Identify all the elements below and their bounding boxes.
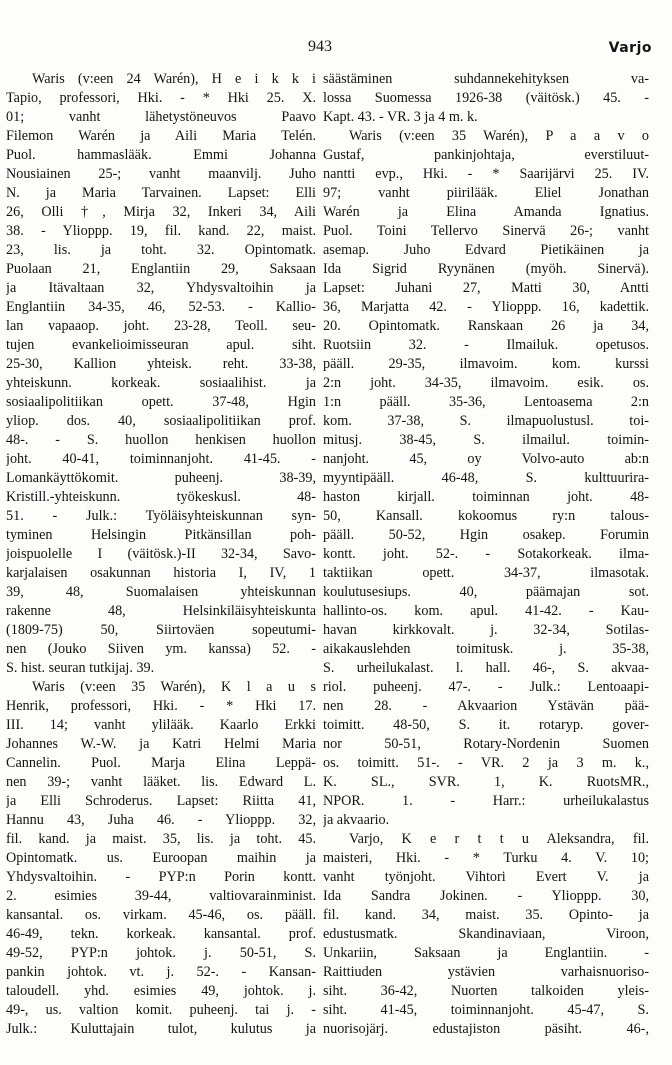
running-head: Varjo (608, 40, 652, 56)
text-line: Ida Sandra Jokinen. - Ylioppp. 30, (323, 888, 649, 904)
text-line: pääll. 50-52, Hgin osakep. Forumin (323, 527, 649, 543)
text-line: 36, Marjatta 42. - Ylioppp. 16, kadettik. (323, 299, 649, 315)
text-line: kansantal. os. virkam. 45-46, os. pääll. (6, 907, 316, 923)
text-line: vanht työnjoht. Vihtori Evert V. ja (323, 869, 649, 885)
text-line: edustusmatk. Skandinaviaan, Viroon, (323, 926, 649, 942)
text-line: Varjo, K e r t t u Aleksandra, fil. (349, 831, 649, 847)
text-line: pääll. 29-35, ilmavoim. kom. kurssi (323, 356, 649, 372)
text-line: nor 50-51, Rotary-Nordenin Suomen (323, 736, 649, 752)
text-line: Puol. hammaslääk. Emmi Johanna (6, 147, 316, 163)
text-line: Kapt. 43. - VR. 3 ja 4 m. k. (323, 109, 478, 125)
text-line: Gustaf, pankinjohtaja, everstiluut- (323, 147, 649, 163)
text-line: Ruotsiin 32. - Ilmailuk. opetusos. (323, 337, 649, 353)
text-line: yliop. dos. 40, sosiaalipolitiikan prof. (6, 413, 316, 429)
text-line: (1809-75) 50, Siirtoväen sopeutumi- (6, 622, 316, 638)
text-line: taloudell. yhd. esimies 49, johtok. j. (6, 983, 316, 999)
text-line: joispuolelle I (väitösk.)-II 32-34, Savo- (6, 546, 316, 562)
text-line: Filemon Warén ja Aili Maria Telén. (6, 128, 316, 144)
text-line: tyminen Helsingin Pitkänsillan poh- (6, 527, 316, 543)
text-line: fil. kand. ja maist. 35, lis. ja toht. 45. (6, 831, 316, 847)
text-line: 25-30, Kallion yhteisk. reht. 33-38, (6, 356, 316, 372)
text-line: myyntipääll. 46-48, S. kulttuurira- (323, 470, 649, 486)
text-line: nantti evp., Hki. - * Saarijärvi 25. IV. (323, 166, 649, 182)
text-line: ja Elli Schroderus. Lapset: Riitta 41, (6, 793, 316, 809)
text-line: 46-49, tekn. korkeak. kansantal. prof. (6, 926, 316, 942)
text-line: Johannes W.-W. ja Katri Helmi Maria (6, 736, 316, 752)
text-line: siht. 41-45, toiminnanjoht. 45-47, S. (323, 1002, 649, 1018)
text-line: os. toimitt. 51-. - VR. 2 ja 3 m. k., (323, 755, 649, 771)
text-line: säästäminen suhdannekehityksen va- (323, 71, 649, 87)
text-line: lan vapaaop. joht. 23-28, Teoll. seu- (6, 318, 316, 334)
text-line: 51. - Julk.: Työläisyhteiskunnan syn- (6, 508, 316, 524)
text-line: Cannelin. Puol. Marja Elina Leppä- (6, 755, 316, 771)
text-line: 26, Olli †, Mirja 32, Inkeri 34, Aili (6, 204, 316, 220)
text-line: nen (Jouko Siiven ym. kanssa) 52. - (6, 641, 316, 657)
text-line: maisteri, Hki. - * Turku 4. V. 10; (323, 850, 649, 866)
text-line: lossa Suomessa 1926-38 (väitösk.) 45. - (323, 90, 649, 106)
text-line: Puolaan 21, Englantiin 29, Saksaan (6, 261, 316, 277)
text-line: riol. puheenj. 47-. - Julk.: Lentoaapi- (323, 679, 649, 695)
text-line: asemap. Juho Edvard Pietikäinen ja (323, 242, 649, 258)
text-line: 20. Opintomatk. Ranskaan 26 ja 34, (323, 318, 649, 334)
text-line: 49-52, PYP:n johtok. j. 50-51, S. (6, 945, 316, 961)
text-line: Kristill.-yhteiskunn. työkeskusl. 48- (6, 489, 316, 505)
text-line: joht. 40-41, toiminnanjoht. 41-45. - (6, 451, 316, 467)
text-line: Puol. Toini Tellervo Sinervä 26-; vanht (323, 223, 649, 239)
text-line: sosiaalipolitiikan opett. 37-48, Hgin (6, 394, 316, 410)
text-line: tujen evankelioimisseuran apul. siht. (6, 337, 316, 353)
text-line: fil. kand. 34, maist. 35. Opinto- ja (323, 907, 649, 923)
page-number: 943 (308, 38, 332, 55)
text-line: 23, lis. ja toht. 32. Opintomatk. (6, 242, 316, 258)
text-line: Ida Sigrid Ryynänen (myöh. Sinervä). (323, 261, 649, 277)
text-line: nanjoht. 45, oy Volvo-auto ab:n (323, 451, 649, 467)
text-line: 49-, us. valtion komit. puheenj. tai j. - (6, 1002, 316, 1018)
text-line: kontt. joht. 52-. - Sotakorkeak. ilma- (323, 546, 649, 562)
text-line: Julk.: Kuluttajain tulot, kulutus ja (6, 1021, 316, 1037)
text-line: Raittiuden ystävien varhaisnuoriso- (323, 964, 649, 980)
text-line: Hannu 43, Juha 46. - Ylioppp. 32, (6, 812, 316, 828)
text-line: pankin johtok. vt. j. 52-. - Kansan- (6, 964, 316, 980)
text-line: III. 14; vanht ylilääk. Kaarlo Erkki (6, 717, 316, 733)
text-line: nuorisojärj. edustajiston päsiht. 46-, (323, 1021, 649, 1037)
text-line: kom. 37-38, S. ilmapuolustusl. toi- (323, 413, 649, 429)
text-line: toimitt. 48-50, S. it. rotaryp. gover- (323, 717, 649, 733)
text-line: 38. - Ylioppp. 19, fil. kand. 22, maist. (6, 223, 316, 239)
text-line: taktiikan opett. 34-37, ilmasotak. (323, 565, 649, 581)
text-line: Henrik, professori, Hki. - * Hki 17. (6, 698, 316, 714)
text-line: Waris (v:een 35 Warén), K l a u s (32, 679, 316, 695)
text-line: 1:n pääll. 35-36, Lentoasema 2:n (323, 394, 649, 410)
text-line: hallinto-os. kom. apul. 41-42. - Kau- (323, 603, 649, 619)
text-line: haston kirjall. toiminnan joht. 48- (323, 489, 649, 505)
text-line: 2. esimies 39-44, valtiovarainminist. (6, 888, 316, 904)
text-line: ja Itävaltaan 32, Yhdysvaltoihin ja (6, 280, 316, 296)
text-line: Lomankäyttökomit. puheenj. 38-39, (6, 470, 316, 486)
text-line: Opintomatk. us. Euroopan maihin ja (6, 850, 316, 866)
text-line: yhteiskunn. korkeak. sosiaalihist. ja (6, 375, 316, 391)
text-line: 01; vanht lähetystöneuvos Paavo (6, 109, 316, 125)
text-line: havan kirkkovalt. j. 32-34, Sotilas- (323, 622, 649, 638)
text-line: Nousiainen 25-; vanht maanvilj. Juho (6, 166, 316, 182)
text-line: S. hist. seuran tutkijaj. 39. (6, 660, 155, 676)
text-line: 97; vanht piirilääk. Eliel Jonathan (323, 185, 649, 201)
text-line: Waris (v:een 35 Warén), P a a v o (349, 128, 649, 144)
right-column (323, 70, 649, 1039)
text-line: mitusj. 38-45, S. ilmailul. toimin- (323, 432, 649, 448)
text-line: K. SL., SVR. 1, K. RuotsMR., (323, 774, 649, 790)
text-line: 2:n joht. 34-35, ilmavoim. esik. os. (323, 375, 649, 391)
text-line: NPOR. 1. - Harr.: urheilukalastus (323, 793, 649, 809)
text-line: Englantiin 34-35, 46, 52-53. - Kallio- (6, 299, 316, 315)
text-line: karjalaisen osakunnan historia I, IV, 1 (6, 565, 316, 581)
text-line: rakenne 48, Helsinkiläisyhteiskunta (6, 603, 316, 619)
text-line: N. ja Maria Tarvainen. Lapset: Elli (6, 185, 316, 201)
text-line: Unkariin, Saksaan ja Englantiin. - (323, 945, 649, 961)
text-line: aikakauslehden toimitusk. j. 35-38, (323, 641, 649, 657)
text-line: 48-. - S. huollon henkisen huollon (6, 432, 316, 448)
text-line: Yhdysvaltoihin. - PYP:n Porin kontt. (6, 869, 316, 885)
text-line: 50, Kansall. kokoomus ry:n talous- (323, 508, 649, 524)
text-line: koulutusesiups. 40, päämajan sot. (323, 584, 649, 600)
left-column (6, 70, 316, 1039)
text-line: 39, 48, Suomalaisen yhteiskunnan (6, 584, 316, 600)
text-line: Warén ja Elina Amanda Ignatius. (323, 204, 649, 220)
text-line: S. urheilukalast. l. hall. 46-, S. akvaa- (323, 660, 649, 676)
text-line: nen 28. - Akvaarion Ystävän pää- (323, 698, 649, 714)
text-line: ja akvaario. (323, 812, 390, 828)
text-line: nen 39-; vanht lääket. lis. Edward L. (6, 774, 316, 790)
text-line: Tapio, professori, Hki. - * Hki 25. X. (6, 90, 316, 106)
text-line: Lapset: Juhani 27, Matti 30, Antti (323, 280, 649, 296)
text-line: Waris (v:een 24 Warén), H e i k k i (32, 71, 316, 87)
text-line: siht. 36-42, Nuorten talkoiden yleis- (323, 983, 649, 999)
